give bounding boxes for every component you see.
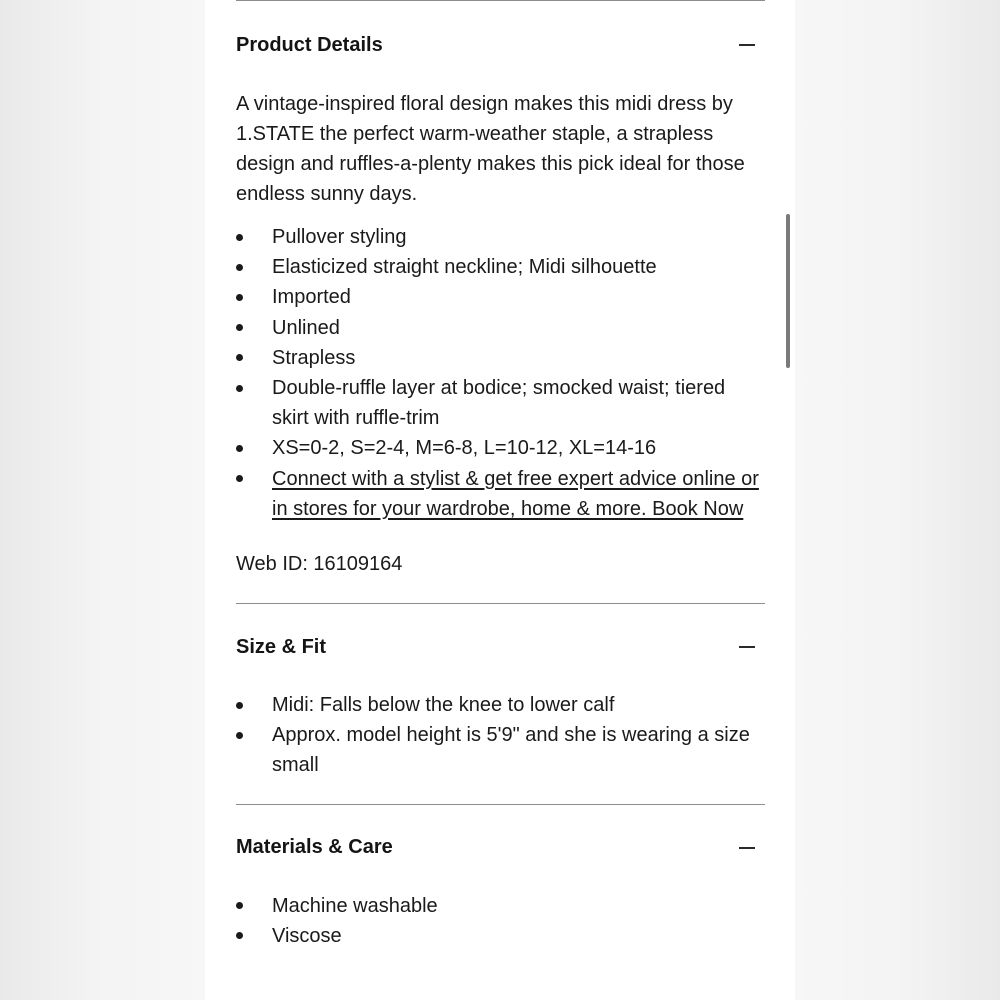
product-details-title: Product Details [236,33,383,56]
list-item: XS=0-2, S=2-4, M=6-8, L=10-12, XL=14-16 [236,433,765,463]
size-fit-list [236,690,765,781]
bullet-dot-icon [236,264,243,271]
bullet-dot-icon [236,445,243,452]
section-divider [236,603,765,604]
list-item: Midi: Falls below the knee to lower calf [236,690,765,720]
list-item: Imported [236,282,765,312]
list-item: Approx. model height is 5'9" and she is wearing a size small [236,720,765,780]
web-id: Web ID: 16109164 [236,553,403,576]
size-fit-header[interactable] [236,633,765,661]
bullet-dot-icon [236,385,243,392]
materials-care-header[interactable] [236,834,765,862]
bullet-dot-icon [236,732,243,739]
bullet-dot-icon [236,932,243,939]
list-item: Pullover styling [236,222,765,252]
top-divider [236,0,765,1]
size-fit-title: Size & Fit [236,635,327,658]
bullet-dot-icon [236,234,243,241]
product-details-list [236,222,765,524]
list-item: Elasticized straight neckline; Midi silhouette [236,252,765,282]
list-item: Machine washable [236,891,765,921]
section-divider [236,804,765,805]
materials-care-title: Materials & Care [236,836,393,859]
list-item: Viscose [236,921,765,951]
bullet-dot-icon [236,354,243,361]
materials-care-list [236,891,765,951]
accordion-content [236,0,765,951]
minus-icon[interactable] [739,847,755,849]
bullet-dot-icon [236,702,243,709]
list-item: Unlined [236,313,765,343]
list-item: Double-ruffle layer at bodice; smocked waist; tiered skirt with ruffle-trim [236,373,765,433]
product-details-header[interactable] [236,31,765,59]
product-info-panel [205,0,795,1000]
stylist-booking-link[interactable]: Connect with a stylist & get free expert advice online or in stores for your wardrobe, home & more. Book Now [272,467,759,520]
list-item [236,464,765,524]
product-description: A vintage-inspired floral design makes this midi dress by 1.STATE the perfect warm-weather staple, a strapless design and ruffles-a-plenty makes this pick ideal for those endless sunny days. [236,93,745,205]
minus-icon[interactable] [739,44,755,46]
list-item: Strapless [236,343,765,373]
bullet-dot-icon [236,902,243,909]
bullet-dot-icon [236,294,243,301]
minus-icon[interactable] [739,646,755,648]
bullet-dot-icon [236,475,243,482]
scrollbar-thumb[interactable] [786,214,790,368]
bullet-dot-icon [236,324,243,331]
